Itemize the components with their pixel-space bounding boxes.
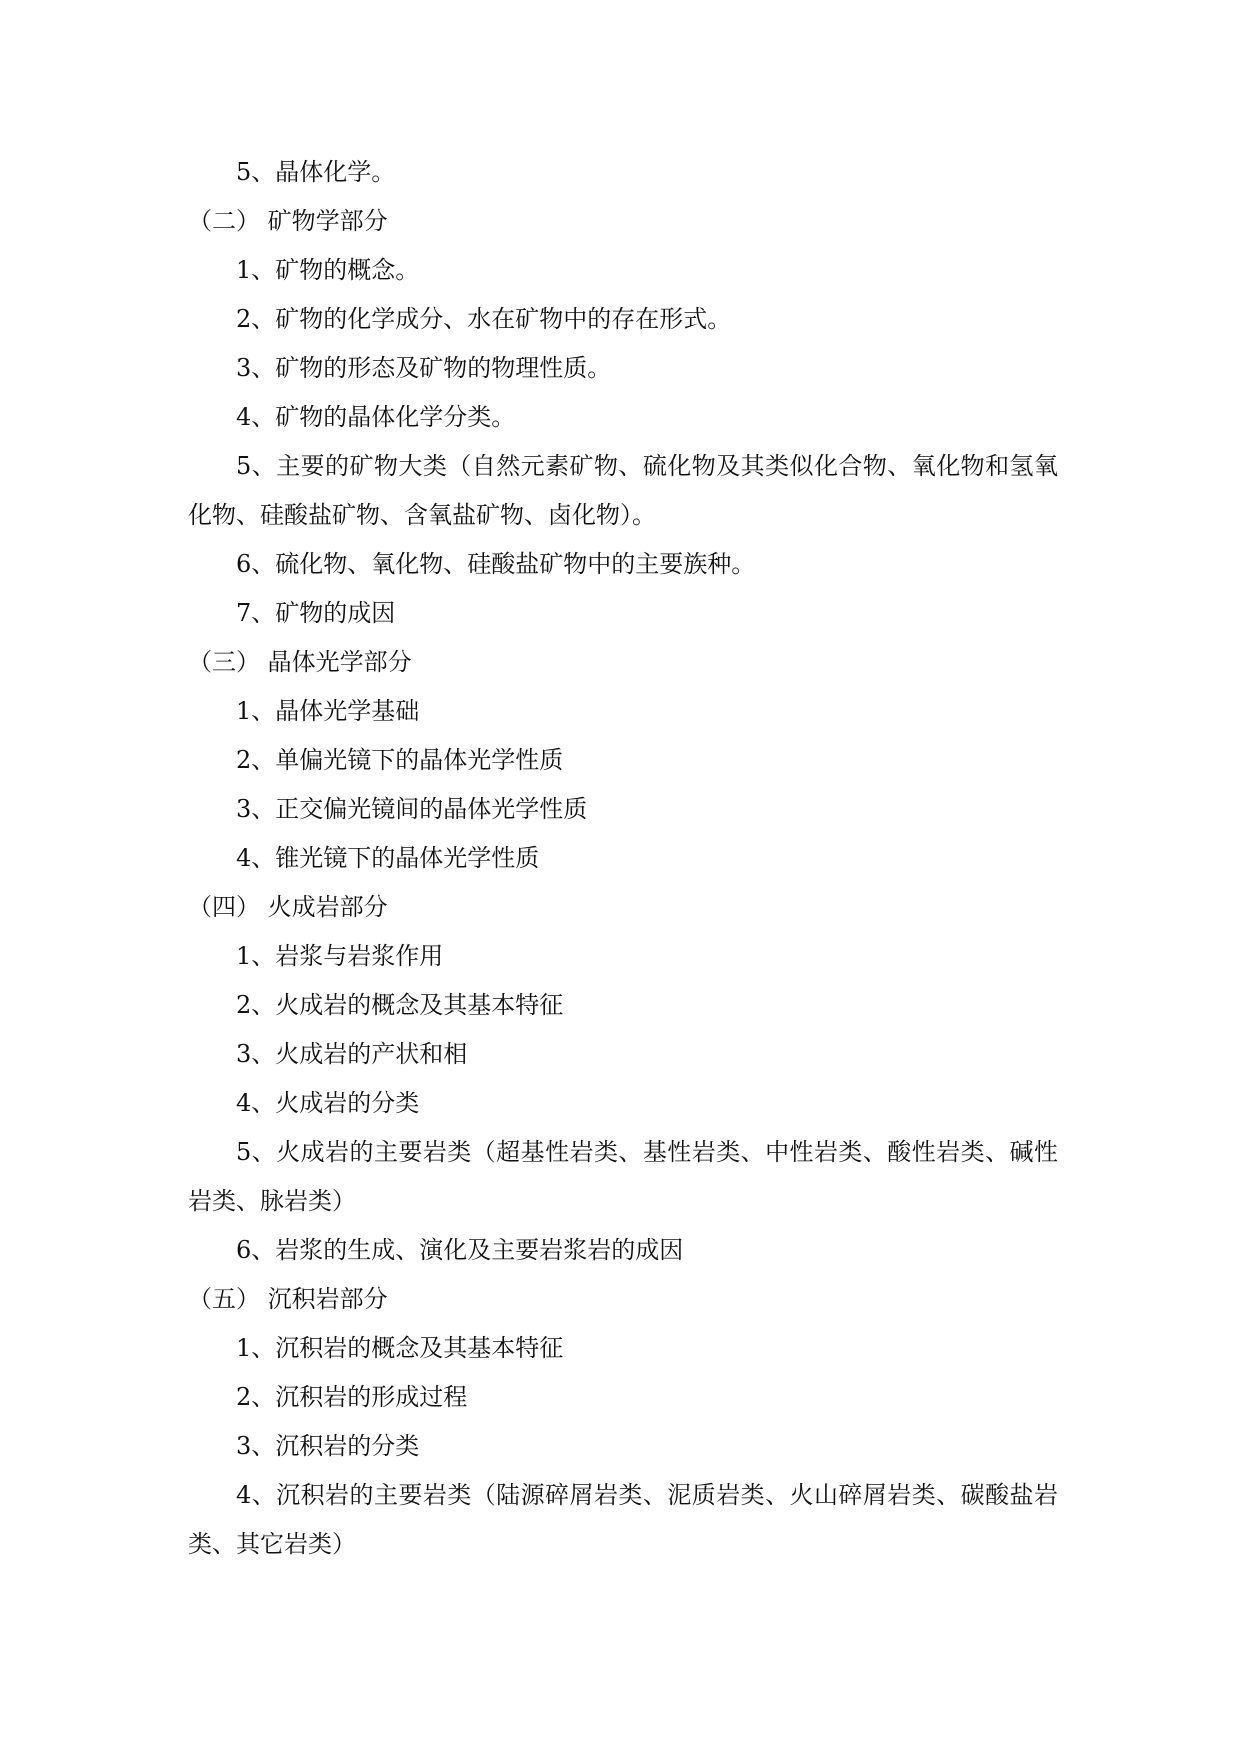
list-item: 6、硫化物、氧化物、硅酸盐矿物中的主要族种。 xyxy=(236,550,756,578)
list-item: 2、沉积岩的形成过程 xyxy=(236,1383,468,1411)
list-item: 2、火成岩的概念及其基本特征 xyxy=(236,991,564,1019)
list-item: 3、矿物的形态及矿物的物理性质。 xyxy=(236,354,612,382)
list-item: 4、矿物的晶体化学分类。 xyxy=(236,403,516,431)
list-item: 5、晶体化学。 xyxy=(236,158,396,186)
section-heading: （五） 沉积岩部分 xyxy=(188,1285,388,1313)
list-item: 2、单偏光镜下的晶体光学性质 xyxy=(236,746,564,774)
list-item: 3、火成岩的产状和相 xyxy=(236,1040,468,1068)
list-item: 1、晶体光学基础 xyxy=(236,697,420,725)
list-item: 1、沉积岩的概念及其基本特征 xyxy=(236,1334,564,1362)
list-item: 4、火成岩的分类 xyxy=(236,1089,420,1117)
list-item: 2、矿物的化学成分、水在矿物中的存在形式。 xyxy=(236,305,732,333)
list-item: 3、沉积岩的分类 xyxy=(236,1432,420,1460)
list-item-paragraph: 5、火成岩的主要岩类（超基性岩类、基性岩类、中性岩类、酸性岩类、碱性岩类、脉岩类） xyxy=(188,1138,1058,1215)
list-item: 6、岩浆的生成、演化及主要岩浆岩的成因 xyxy=(236,1236,684,1264)
document-body xyxy=(188,148,1058,1569)
list-item: 3、正交偏光镜间的晶体光学性质 xyxy=(236,795,588,823)
list-item: 1、岩浆与岩浆作用 xyxy=(236,942,444,970)
section-heading: （二） 矿物学部分 xyxy=(188,207,388,235)
section-heading: （四） 火成岩部分 xyxy=(188,893,388,921)
section-heading: （三） 晶体光学部分 xyxy=(188,648,412,676)
list-item: 1、矿物的概念。 xyxy=(236,256,420,284)
list-item-paragraph: 4、沉积岩的主要岩类（陆源碎屑岩类、泥质岩类、火山碎屑岩类、碳酸盐岩类、其它岩类） xyxy=(188,1481,1058,1558)
list-item: 4、锥光镜下的晶体光学性质 xyxy=(236,844,540,872)
list-item-paragraph: 5、主要的矿物大类（自然元素矿物、硫化物及其类似化合物、氧化物和氢氧化物、硅酸盐矿物、含氧盐矿物、卤化物）。 xyxy=(188,452,1058,529)
list-item: 7、矿物的成因 xyxy=(236,599,396,627)
